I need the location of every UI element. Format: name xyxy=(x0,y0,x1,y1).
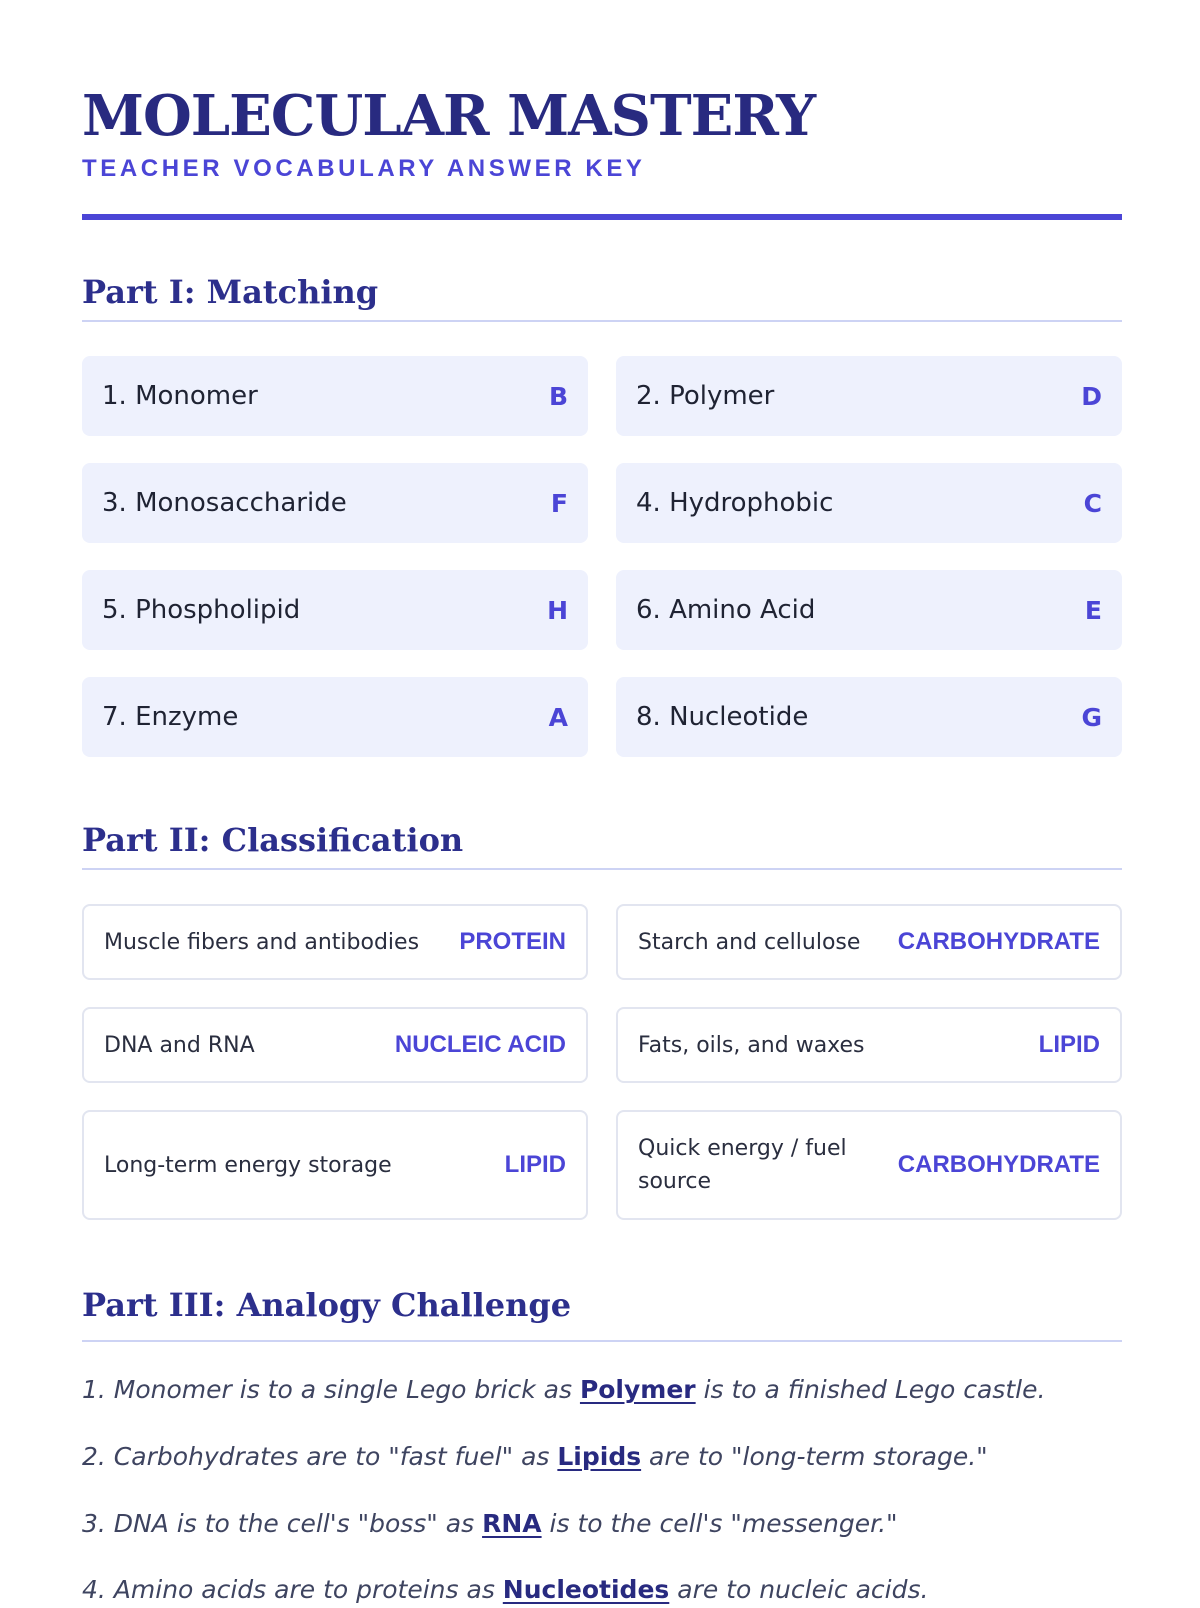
analogy-text: are to nucleic acids. xyxy=(669,1575,929,1604)
page-title: MOLECULAR MASTERY xyxy=(82,83,816,149)
matching-term: 8. Nucleotide xyxy=(636,702,809,732)
matching-answer: A xyxy=(548,702,568,732)
matching-term: 1. Monomer xyxy=(102,381,258,411)
matching-term: 3. Monosaccharide xyxy=(102,488,347,518)
analogy-item xyxy=(82,1572,1122,1608)
matching-answer: G xyxy=(1081,702,1102,732)
classification-item xyxy=(82,1110,588,1220)
matching-answer: H xyxy=(547,595,568,625)
matching-answer: F xyxy=(550,488,568,518)
classification-answer: CARBOHYDRATE xyxy=(897,928,1100,955)
classification-item xyxy=(616,1007,1122,1083)
matching-item xyxy=(82,677,588,757)
classification-answer: CARBOHYDRATE xyxy=(897,1151,1100,1178)
analogy-text: 3. DNA is to the cell's "boss" as xyxy=(82,1509,483,1538)
analogy-text: 1. Monomer is to a single Lego brick as xyxy=(82,1375,580,1404)
matching-item xyxy=(616,570,1122,650)
analogy-text: are to "long-term storage." xyxy=(641,1442,988,1471)
classification-description: Long-term energy storage xyxy=(104,1152,392,1178)
analogy-item xyxy=(82,1439,1122,1475)
matching-item xyxy=(82,570,588,650)
classification-description: Quick energy / fuel source xyxy=(638,1136,847,1194)
analogy-item xyxy=(82,1506,1122,1542)
matching-item xyxy=(616,463,1122,543)
classification-item xyxy=(616,904,1122,980)
classification-description: Starch and cellulose xyxy=(638,929,861,955)
matching-item xyxy=(616,677,1122,757)
header-divider xyxy=(82,214,1122,220)
matching-item xyxy=(82,356,588,436)
part3-divider xyxy=(82,1340,1122,1342)
part3-title: Part III: Analogy Challenge xyxy=(82,1286,572,1324)
analogy-text: is to the cell's "messenger." xyxy=(541,1509,898,1538)
matching-term: 5. Phospholipid xyxy=(102,595,301,625)
part2-divider xyxy=(82,868,1122,870)
analogy-answer: RNA xyxy=(482,1509,542,1538)
part1-title: Part I: Matching xyxy=(82,273,379,311)
matching-term: 7. Enzyme xyxy=(102,702,239,732)
classification-item xyxy=(82,904,588,980)
matching-term: 6. Amino Acid xyxy=(636,595,816,625)
analogy-answer: Polymer xyxy=(579,1375,696,1404)
classification-answer: PROTEIN xyxy=(459,928,566,955)
analogy-answer: Lipids xyxy=(557,1442,642,1471)
page-subtitle: TEACHER VOCABULARY ANSWER KEY xyxy=(82,155,646,182)
part2-title: Part II: Classification xyxy=(82,821,464,859)
analogy-text: 4. Amino acids are to proteins as xyxy=(82,1575,503,1604)
matching-answer: E xyxy=(1084,595,1102,625)
part1-divider xyxy=(82,320,1122,322)
classification-answer: NUCLEIC ACID xyxy=(394,1031,566,1058)
matching-answer: C xyxy=(1083,488,1102,518)
matching-term: 4. Hydrophobic xyxy=(636,488,834,518)
matching-answer: B xyxy=(548,381,568,411)
matching-item xyxy=(82,463,588,543)
classification-item xyxy=(616,1110,1122,1220)
classification-item xyxy=(82,1007,588,1083)
matching-term: 2. Polymer xyxy=(636,381,775,411)
classification-answer: LIPID xyxy=(504,1151,566,1178)
analogy-text: 2. Carbohydrates are to "fast fuel" as xyxy=(82,1442,558,1471)
classification-description: Fats, oils, and waxes xyxy=(638,1032,865,1058)
matching-item xyxy=(616,356,1122,436)
analogy-answer: Nucleotides xyxy=(502,1575,670,1604)
classification-description: Muscle fibers and antibodies xyxy=(104,929,420,955)
classification-answer: LIPID xyxy=(1038,1031,1100,1058)
analogy-text: is to a finished Lego castle. xyxy=(695,1375,1046,1404)
matching-answer: D xyxy=(1081,381,1102,411)
analogy-item xyxy=(82,1372,1122,1408)
classification-description: DNA and RNA xyxy=(104,1032,255,1058)
